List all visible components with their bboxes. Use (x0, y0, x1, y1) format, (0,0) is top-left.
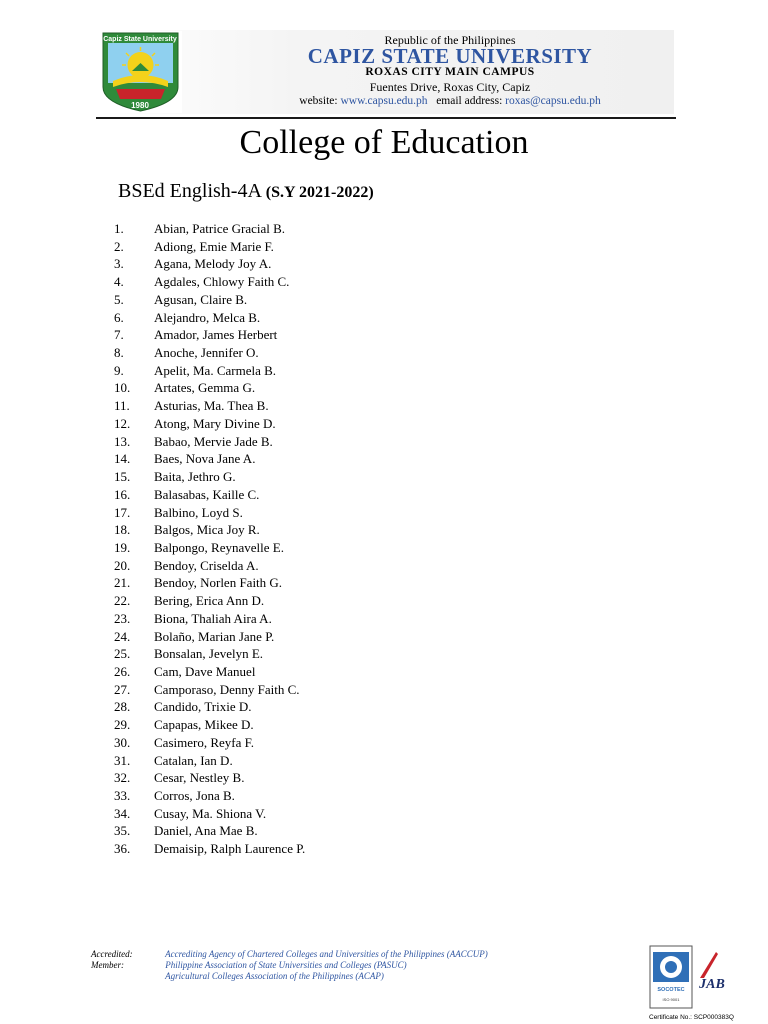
roster-item (114, 645, 305, 663)
contact-line (200, 95, 700, 107)
campus-name: ROXAS CITY MAIN CAMPUS (365, 66, 535, 78)
roster-item (114, 840, 305, 858)
student-name: Cesar, Nestley B. (154, 770, 245, 786)
student-name: Baes, Nova Jane A. (154, 451, 256, 467)
roster-item (114, 592, 305, 610)
student-name: Alejandro, Melca B. (154, 309, 261, 325)
student-name: Agdales, Chlowy Faith C. (154, 274, 290, 290)
student-name: Baita, Jethro G. (154, 469, 236, 485)
logo-caption: Capiz State University (103, 36, 177, 43)
footer-value: Accrediting Agency of Chartered Colleges and Universities of the Philippines (AACCUP) (165, 949, 488, 959)
school-year: (S.Y 2021-2022) (265, 184, 374, 201)
roster-item (114, 450, 305, 468)
roster-number: 28. (114, 699, 131, 715)
roster-item (114, 787, 305, 805)
campus-address: Fuentes Drive, Roxas City, Capiz (369, 80, 531, 94)
roster-item (114, 309, 305, 327)
roster-number: 14. (114, 451, 131, 467)
roster-number: 15. (114, 469, 131, 485)
student-name: Bonsalan, Jevelyn E. (154, 646, 264, 662)
page-title: College of Education (239, 124, 529, 161)
socotec-mark: SOCOTEC (657, 987, 685, 993)
roster-item (114, 397, 305, 415)
roster-item (114, 521, 305, 539)
roster-number: 32. (114, 770, 131, 786)
student-name: Balasabas, Kaille C. (154, 486, 260, 502)
student-name: Artates, Gemma G. (154, 380, 256, 396)
section-heading (118, 180, 374, 203)
roster-number: 33. (114, 788, 131, 803)
roster-number: 18. (114, 522, 131, 538)
student-name: Biona, Thaliah Aira A. (154, 610, 272, 626)
roster-item (114, 255, 305, 273)
roster-number: 6. (114, 309, 124, 325)
footer-row (91, 960, 488, 971)
roster-item (114, 291, 305, 309)
student-name: Capapas, Mikee D. (154, 717, 254, 733)
roster-number: 27. (114, 681, 131, 697)
student-name: Cam, Dave Manuel (154, 663, 256, 679)
roster-number: 24. (114, 628, 131, 644)
roster-item (114, 344, 305, 362)
footer-row (91, 949, 488, 960)
roster-number: 34. (114, 805, 131, 821)
student-name: Agusan, Claire B. (154, 291, 248, 307)
student-name: Balgos, Mica Joy R. (154, 522, 260, 538)
logo-year: 1980 (131, 101, 149, 110)
student-name: Atong, Mary Divine D. (154, 415, 276, 431)
roster-item (114, 752, 305, 770)
roster-item (114, 468, 305, 486)
roster-item (114, 220, 305, 238)
roster-number: 8. (114, 345, 124, 361)
country-line: Republic of the Philippines (384, 33, 516, 47)
roster-item (114, 362, 305, 380)
roster-item (114, 610, 305, 628)
header-divider (96, 117, 676, 119)
roster-number: 25. (114, 646, 131, 662)
roster-item (114, 273, 305, 291)
student-name: Agana, Melody Joy A. (154, 256, 272, 272)
roster-item (114, 769, 305, 787)
student-name: Corros, Jona B. (154, 788, 235, 803)
footer-value: Philippine Association of State Universities and Colleges (PASUC) (165, 960, 407, 970)
student-name: Bendoy, Criselda A. (154, 557, 259, 573)
student-name: Cusay, Ma. Shiona V. (154, 805, 267, 821)
roster-number: 35. (114, 823, 131, 839)
student-name: Adiong, Emie Marie F. (154, 238, 274, 254)
roster-item (114, 326, 305, 344)
roster-item (114, 486, 305, 504)
roster-number: 23. (114, 610, 131, 626)
roster-number: 30. (114, 734, 131, 750)
student-roster (114, 220, 305, 858)
roster-number: 36. (114, 841, 131, 857)
accreditation-footer (91, 949, 488, 982)
roster-item (114, 734, 305, 752)
roster-number: 2. (114, 238, 124, 254)
student-name: Demaisip, Ralph Laurence P. (154, 841, 306, 857)
student-name: Daniel, Ana Mae B. (154, 823, 258, 839)
section-name: BSEd English-4A (118, 180, 261, 202)
certification-logos (648, 944, 738, 1014)
university-name: CAPIZ STATE UNIVERSITY (307, 44, 593, 68)
roster-number: 13. (114, 433, 131, 449)
footer-key: Accredited: (91, 949, 133, 959)
roster-number: 1. (114, 221, 124, 236)
roster-number: 17. (114, 504, 131, 520)
roster-number: 10. (114, 380, 131, 396)
roster-number: 7. (114, 327, 124, 343)
email-link[interactable]: roxas@capsu.edu.ph (505, 95, 601, 107)
roster-number: 20. (114, 557, 131, 573)
roster-number: 31. (114, 752, 131, 768)
roster-item (114, 805, 305, 823)
student-name: Asturias, Ma. Thea B. (154, 398, 269, 414)
roster-item (114, 681, 305, 699)
roster-number: 21. (114, 575, 131, 591)
roster-number: 11. (114, 398, 130, 414)
roster-item (114, 574, 305, 592)
student-name: Amador, James Herbert (154, 327, 278, 343)
roster-item (114, 716, 305, 734)
roster-number: 16. (114, 486, 131, 502)
student-name: Babao, Mervie Jade B. (154, 433, 273, 449)
roster-number: 5. (114, 291, 124, 307)
jab-mark: JAB (699, 977, 725, 992)
roster-item (114, 628, 305, 646)
roster-number: 22. (114, 593, 131, 609)
footer-value: Agricultural Colleges Association of the Philippines (ACAP) (165, 971, 384, 981)
roster-item (114, 822, 305, 840)
student-name: Anoche, Jennifer O. (154, 345, 259, 361)
roster-number: 12. (114, 415, 131, 431)
roster-item (114, 698, 305, 716)
certificate-number: Certificate No.: SCP000383Q (649, 1014, 734, 1021)
roster-number: 3. (114, 256, 124, 272)
roster-item (114, 539, 305, 557)
student-name: Camporaso, Denny Faith C. (154, 681, 300, 697)
roster-number: 4. (114, 274, 124, 290)
roster-item (114, 415, 305, 433)
roster-item (114, 379, 305, 397)
student-name: Bolaño, Marian Jane P. (154, 628, 275, 644)
student-name: Abian, Patrice Gracial B. (154, 221, 286, 236)
roster-item (114, 504, 305, 522)
roster-number: 29. (114, 717, 131, 733)
website-link[interactable]: www.capsu.edu.ph (340, 95, 428, 107)
roster-item (114, 238, 305, 256)
footer-row (91, 971, 488, 982)
student-name: Balbino, Loyd S. (154, 504, 243, 520)
student-name: Catalan, Ian D. (154, 752, 233, 768)
iso-mark: ISO 9001 (662, 997, 680, 1002)
roster-item (114, 557, 305, 575)
email-label: email address: (436, 95, 503, 107)
roster-item (114, 433, 305, 451)
student-name: Balpongo, Reynavelle E. (154, 539, 284, 555)
roster-item (114, 663, 305, 681)
website-label: website: (299, 95, 338, 107)
student-name: Candido, Trixie D. (154, 699, 252, 715)
roster-number: 19. (114, 539, 131, 555)
roster-number: 26. (114, 663, 131, 679)
roster-number: 9. (114, 362, 124, 378)
footer-key: Member: (91, 960, 124, 970)
student-name: Casimero, Reyfa F. (154, 734, 255, 750)
student-name: Apelit, Ma. Carmela B. (154, 362, 277, 378)
student-name: Bering, Erica Ann D. (154, 593, 265, 609)
student-name: Bendoy, Norlen Faith G. (154, 575, 283, 591)
